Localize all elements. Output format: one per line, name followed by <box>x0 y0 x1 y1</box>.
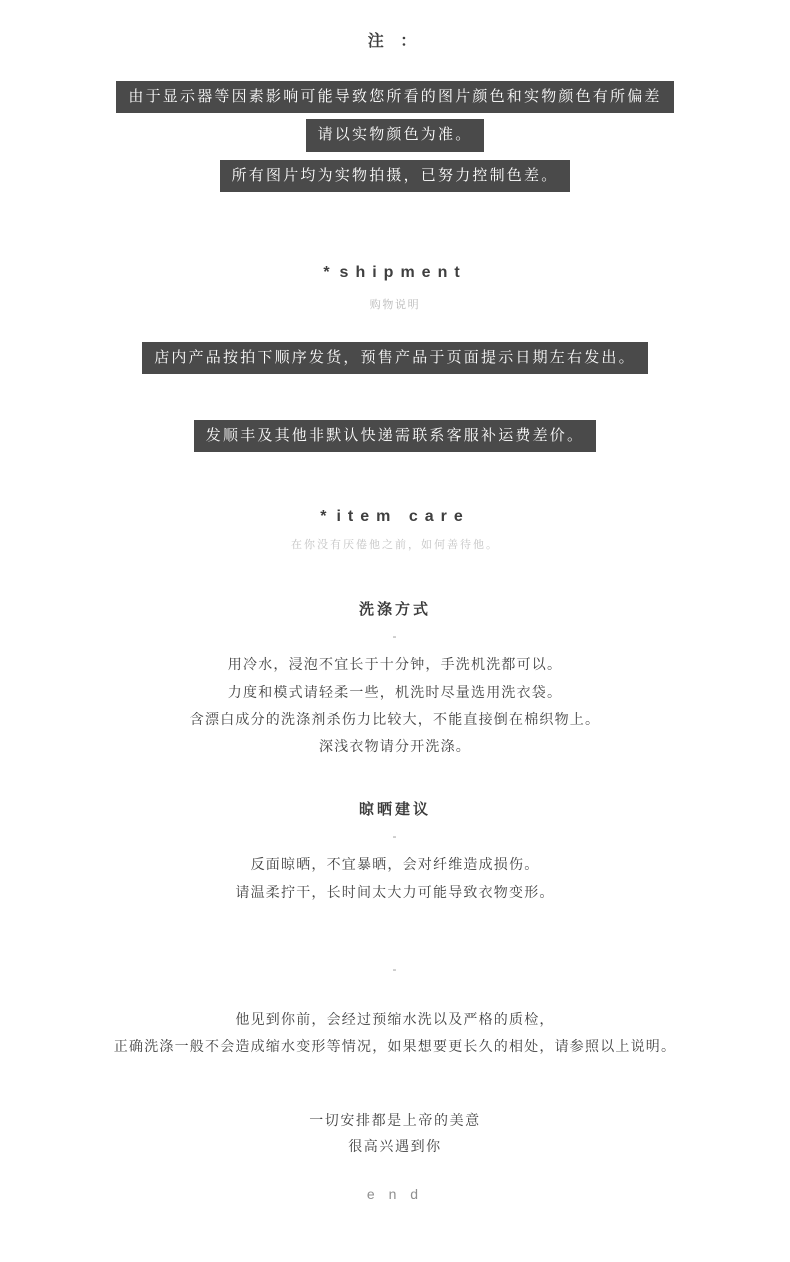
spacer <box>0 1160 790 1186</box>
blessing-text <box>0 1107 790 1160</box>
note-banner-2-wrap <box>0 113 790 151</box>
spacer <box>0 760 790 798</box>
item-care-section-title <box>0 508 790 526</box>
shipment-banner-2-wrap <box>0 420 790 452</box>
spacer <box>0 1061 790 1107</box>
wash-line: 深浅衣物请分开洗涤。 <box>319 738 471 755</box>
spacer <box>0 906 790 952</box>
note-banner-1: 由于显示器等因素影响可能导致您所看的图片颜色和实物颜色有所偏差 <box>116 81 673 113</box>
item-care-subtitle: 在你没有厌倦他之前，如何善待他。 <box>291 539 499 552</box>
blessing-line: 一切安排都是上帝的美意 <box>309 1111 481 1128</box>
dry-advice-heading: 晾晒建议 <box>358 801 431 819</box>
blessing-line: 很高兴遇到你 <box>348 1138 442 1155</box>
end-marker: e n d <box>366 1185 424 1202</box>
closing-note <box>0 1006 790 1061</box>
dry-divider: - <box>392 829 398 844</box>
shipment-subtitle: 购物说明 <box>369 298 421 311</box>
item-care-star-icon: * <box>320 508 337 526</box>
wash-line: 用冷水，浸泡不宜长于十分钟，手洗机洗都可以。 <box>227 656 563 673</box>
closing-line: 他见到你前，会经过预缩水洗以及严格的质检， <box>235 1011 555 1028</box>
spacer <box>0 452 790 508</box>
shipment-banner-1-wrap <box>0 342 790 374</box>
wash-method-lines <box>0 651 790 760</box>
dry-advice-lines <box>0 851 790 906</box>
spacer <box>0 976 790 1006</box>
shipment-star-icon: * <box>323 263 340 281</box>
note-banner-3-wrap <box>0 152 790 192</box>
dry-line: 反面晾晒，不宜暴晒，会对纤维造成损伤。 <box>250 856 540 873</box>
note-banner-2: 请以实物颜色为准。 <box>306 119 485 151</box>
shipment-banner-2: 发顺丰及其他非默认快递需联系客服补运费差价。 <box>194 420 596 452</box>
note-banner-1-wrap <box>0 51 790 113</box>
wash-line: 含漂白成分的洗涤剂杀伤力比较大，不能直接倒在棉织物上。 <box>189 710 601 727</box>
spacer <box>0 312 790 342</box>
note-banner-3: 所有图片均为实物拍摄，已努力控制色差。 <box>220 160 571 192</box>
spacer <box>0 552 790 598</box>
shipment-section-title <box>0 264 790 282</box>
item-care-title-text: item care <box>336 508 470 526</box>
wash-method-heading: 洗涤方式 <box>358 601 431 619</box>
wash-line: 力度和模式请轻柔一些，机洗时尽量选用洗衣袋。 <box>227 683 563 700</box>
note-heading: 注 ： <box>367 33 423 50</box>
spacer <box>0 374 790 420</box>
closing-divider: - <box>392 962 398 977</box>
spacer <box>0 192 790 264</box>
wash-divider: - <box>392 629 398 644</box>
shipment-title-text: shipment <box>339 263 467 281</box>
shipment-banner-1: 店内产品按拍下顺序发货，预售产品于页面提示日期左右发出。 <box>142 342 648 374</box>
closing-line: 正确洗涤一般不会造成缩水变形等情况，如果想要更长久的相处，请参照以上说明。 <box>113 1038 677 1055</box>
dry-line: 请温柔拧干，长时间太大力可能导致衣物变形。 <box>235 883 555 900</box>
